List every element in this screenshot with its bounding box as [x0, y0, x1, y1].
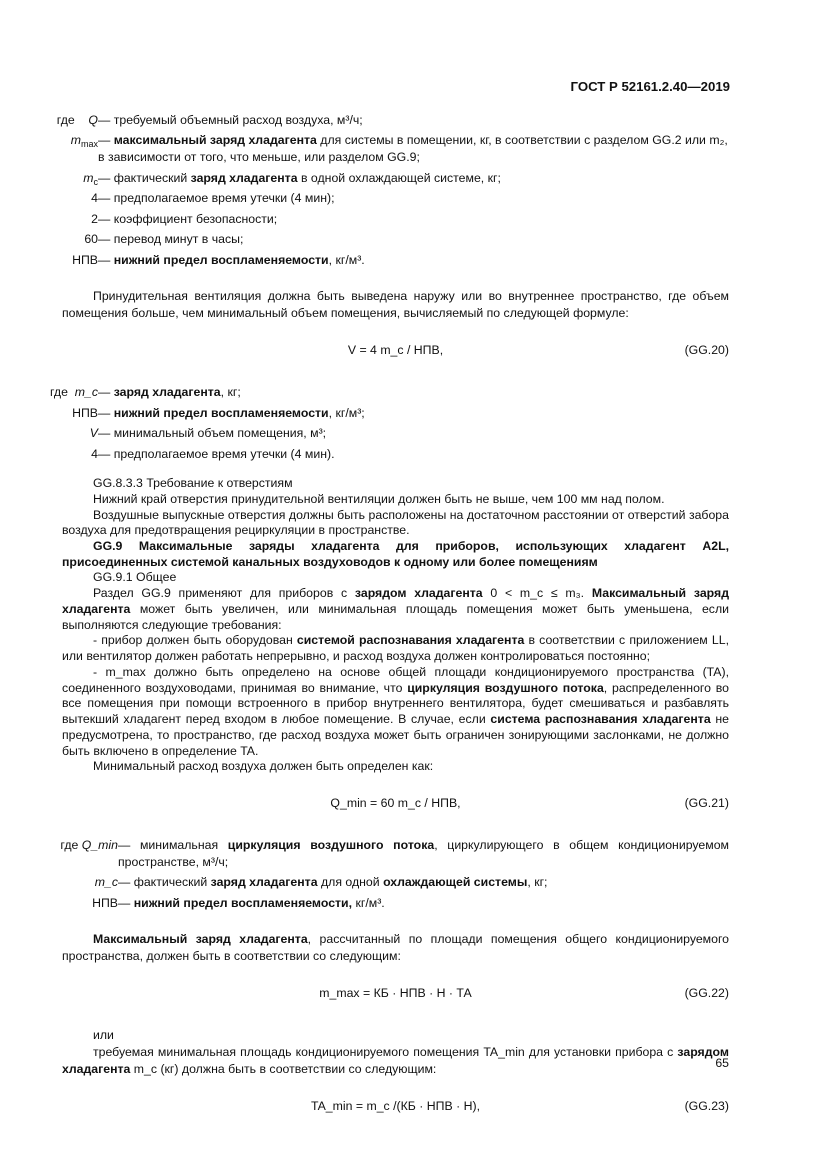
term-bold: заряд хладагента — [113, 385, 221, 400]
legend-symbol: 4 — [91, 446, 98, 461]
legend-row: где Q — требуемый объемный расход воздуха, м³/ч; — [56, 113, 363, 127]
formula-number: (GG.21) — [684, 796, 729, 811]
legend-row: $m_{max}$ — максимальный заряд хладагента для системы в помещении, кг, в соответствии с разделом GG.2 или m₂, в зависимости от того, что меньше, или разделом GG.9; — [70, 133, 728, 165]
legend-block-2 — [49, 384, 729, 462]
formula-expression: TA_min = m_c /(КБ · НПВ · Н), — [310, 1099, 481, 1114]
term-bold: максимальный заряд хладагента — [113, 133, 317, 148]
term-bold: нижний предел воспламеняемости — [113, 405, 329, 420]
formula-gg23 — [62, 1098, 729, 1122]
term-bold: Максимальный заряд хладагента — [93, 932, 308, 947]
paragraph-max-charge: Максимальный заряд хладагента, рассчитанный по площади помещения общего кондиционируемого пространства, должен быть в соответствии со следующим: — [62, 932, 730, 964]
formula-expression: Q_min = 60 m_c / НПВ, — [330, 796, 461, 811]
legend-where: где — [56, 113, 75, 127]
legend-block-1 — [56, 112, 729, 269]
formula-expression: V = 4 m_c / НПВ, — [347, 343, 444, 358]
paragraph: Минимальный расход воздуха должен быть определен как: — [93, 759, 434, 774]
legend-text: требуемый объемный расход воздуха, м³/ч; — [113, 113, 363, 127]
legend-row: $m_c$ — фактический заряд хладагента в одной охлаждающей системе, кг; — [83, 170, 501, 187]
legend-text: коэффициент безопасности; — [113, 211, 278, 226]
legend-where: где — [49, 385, 68, 400]
legend-symbol: Q_min — [81, 838, 118, 853]
legend-symbol: НПВ — [72, 405, 98, 420]
legend-text: предполагаемое время утечки (4 мин). — [113, 446, 335, 461]
legend-row: V — минимальный объем помещения, м³; — [89, 426, 327, 441]
formula-number: (GG.23) — [684, 1099, 729, 1114]
legend-text: минимальный объем помещения, м³; — [113, 426, 327, 441]
legend-where: где — [60, 838, 79, 853]
term-bold: системой распознавания хладагента — [296, 633, 525, 648]
legend-symbol: НПВ — [72, 252, 98, 267]
page-body — [49, 112, 730, 1140]
paragraph-ta: требуемая минимальная площадь кондиционируемого помещения TA_min для установки прибора с зарядом хладагента m_c (кг) должна быть в соответствии со следующим: — [62, 1045, 729, 1077]
legend-symbol: m — [70, 133, 81, 148]
section-gg9 — [62, 539, 729, 775]
document-header: ГОСТ Р 52161.2.40—2019 — [570, 79, 730, 94]
legend-row: m_c — фактический заряд хладагента для одной охлаждающей системы, кг; — [94, 875, 548, 890]
formula-gg20 — [62, 342, 729, 366]
term-bold: Максимальный заряд хладагента — [62, 586, 729, 616]
formula-gg21 — [62, 795, 729, 819]
legend-row: НПВ — нижний предел воспламеняемости, кг/м³. — [72, 252, 365, 267]
bullet-item: - m_max должно быть определено на основе общей площади кондиционируемого пространства (TA), соединенного воздуховодами, принимая во внимание, что циркуляция воздушного потока, распределенного во все помещения при помощи встроенного в прибор внутреннего вентилятора, будет смешиваться и разбавлять вытекший хладагент перед входом в любое помещение. В случае, если система распознавания хладагента не предусмотрена, то пространство, где расход воздуха может быть ограничен зонирующими заслонками, не должно быть включено в определение TA. — [62, 664, 730, 758]
paragraph: Воздушные выпускные отверстия должны быть расположены на достаточном расстоянии от отверстий забора воздуха для предотвращения рециркуляции в пространстве. — [62, 507, 729, 538]
legend-symbol: m — [83, 170, 94, 185]
term-bold: заряд хладагента — [190, 170, 298, 185]
formula-expression: m_max = КБ · НПВ · Н · ТА — [319, 986, 472, 1001]
term-bold: заряд хладагента — [210, 875, 318, 890]
legend-block-3 — [62, 837, 729, 912]
legend-text: кг/м³. — [352, 895, 385, 910]
legend-row: 60 — перевод минут в часы; — [84, 232, 244, 247]
page-number: 65 — [715, 1056, 729, 1070]
term-bold: циркуляция воздушного потока — [227, 838, 435, 853]
legend-text: для системы в помещении, кг, в соответствии с разделом GG.2 или m₂, в зависимости от того, что меньше, или разделом GG.9; — [98, 133, 728, 165]
term-bold: зарядом хладагента — [62, 1045, 729, 1077]
or-word: или — [93, 1028, 114, 1043]
formula-number: (GG.22) — [684, 986, 729, 1001]
legend-text: , кг/м³. — [328, 252, 365, 267]
formula-number: (GG.20) — [684, 343, 729, 358]
term-bold: циркуляция воздушного потока — [407, 680, 604, 695]
section-heading: GG.9 Максимальные заряды хладагента для приборов, использующих хладагент A2L, присоединенных системой канальных воздуховодов к одному или более помещениям — [62, 539, 729, 569]
section-gg833 — [62, 476, 729, 539]
formula-gg22 — [62, 985, 729, 1009]
legend-symbol: 60 — [84, 232, 98, 247]
term-bold: зарядом хладагента — [354, 586, 483, 601]
legend-row: где m_c — заряд хладагента, кг; — [49, 385, 241, 400]
legend-row: где Q_min — минимальная циркуляция воздушного потока, циркулирующего в общем кондиционируемом пространстве, м³/ч; — [60, 838, 729, 869]
term-bold: охлаждающей системы — [383, 875, 528, 890]
paragraph-intro: Раздел GG.9 применяют для приборов с зарядом хладагента 0 < m_c ≤ m₃. Максимальный заряд хладагента может быть увеличен, или минимальная площадь помещения может быть уменьшена, если выполняются следующие требования: — [62, 586, 729, 632]
legend-text: , циркулирующего в общем кондиционируемом пространстве, м³/ч; — [118, 838, 729, 869]
legend-row: 4 — предполагаемое время утечки (4 мин). — [91, 446, 335, 461]
term-bold: нижний предел воспламеняемости, — [133, 895, 353, 910]
legend-text: , кг/м³; — [328, 405, 365, 420]
legend-row: НПВ — нижний предел воспламеняемости, кг/м³; — [72, 405, 365, 420]
legend-symbol: 2 — [91, 211, 98, 226]
legend-row: НПВ — нижний предел воспламеняемости, кг/м³. — [92, 895, 385, 910]
term-bold: нижний предел воспламеняемости — [113, 252, 329, 267]
legend-row: 2 — коэффициент безопасности; — [91, 211, 278, 226]
legend-symbol: m_c — [74, 385, 98, 400]
term-bold: система распознавания хладагента — [490, 712, 711, 727]
legend-symbol: Q — [88, 113, 98, 127]
legend-text: , кг; — [220, 385, 241, 400]
bullet-item: - прибор должен быть оборудован системой распознавания хладагента в соответствии с приложением LL, или вентилятор должен работать непрерывно, и расход воздуха должен контролироваться постоянно; — [62, 633, 730, 664]
legend-symbol: НПВ — [92, 895, 118, 910]
legend-text: предполагаемое время утечки (4 мин); — [113, 191, 335, 206]
legend-row: 4 — предполагаемое время утечки (4 мин); — [91, 191, 335, 206]
legend-symbol: m_c — [94, 875, 118, 890]
legend-symbol: 4 — [91, 191, 98, 206]
legend-symbol: V — [89, 426, 98, 441]
legend-text: в одной охлаждающей системе, кг; — [297, 170, 501, 185]
section-title: GG.8.3.3 Требование к отверстиям — [93, 476, 293, 491]
paragraph: Нижний край отверстия принудительной вентиляции должен быть не выше, чем 100 мм над полом. — [93, 491, 665, 506]
legend-text: перевод минут в часы; — [113, 232, 244, 247]
subsection-title: GG.9.1 Общее — [93, 570, 177, 585]
paragraph-ventilation: Принудительная вентиляция должна быть выведена наружу или во внутреннее пространство, где объем помещения больше, чем минимальный объем помещения, вычисляемый по следующей формуле: — [62, 289, 729, 321]
